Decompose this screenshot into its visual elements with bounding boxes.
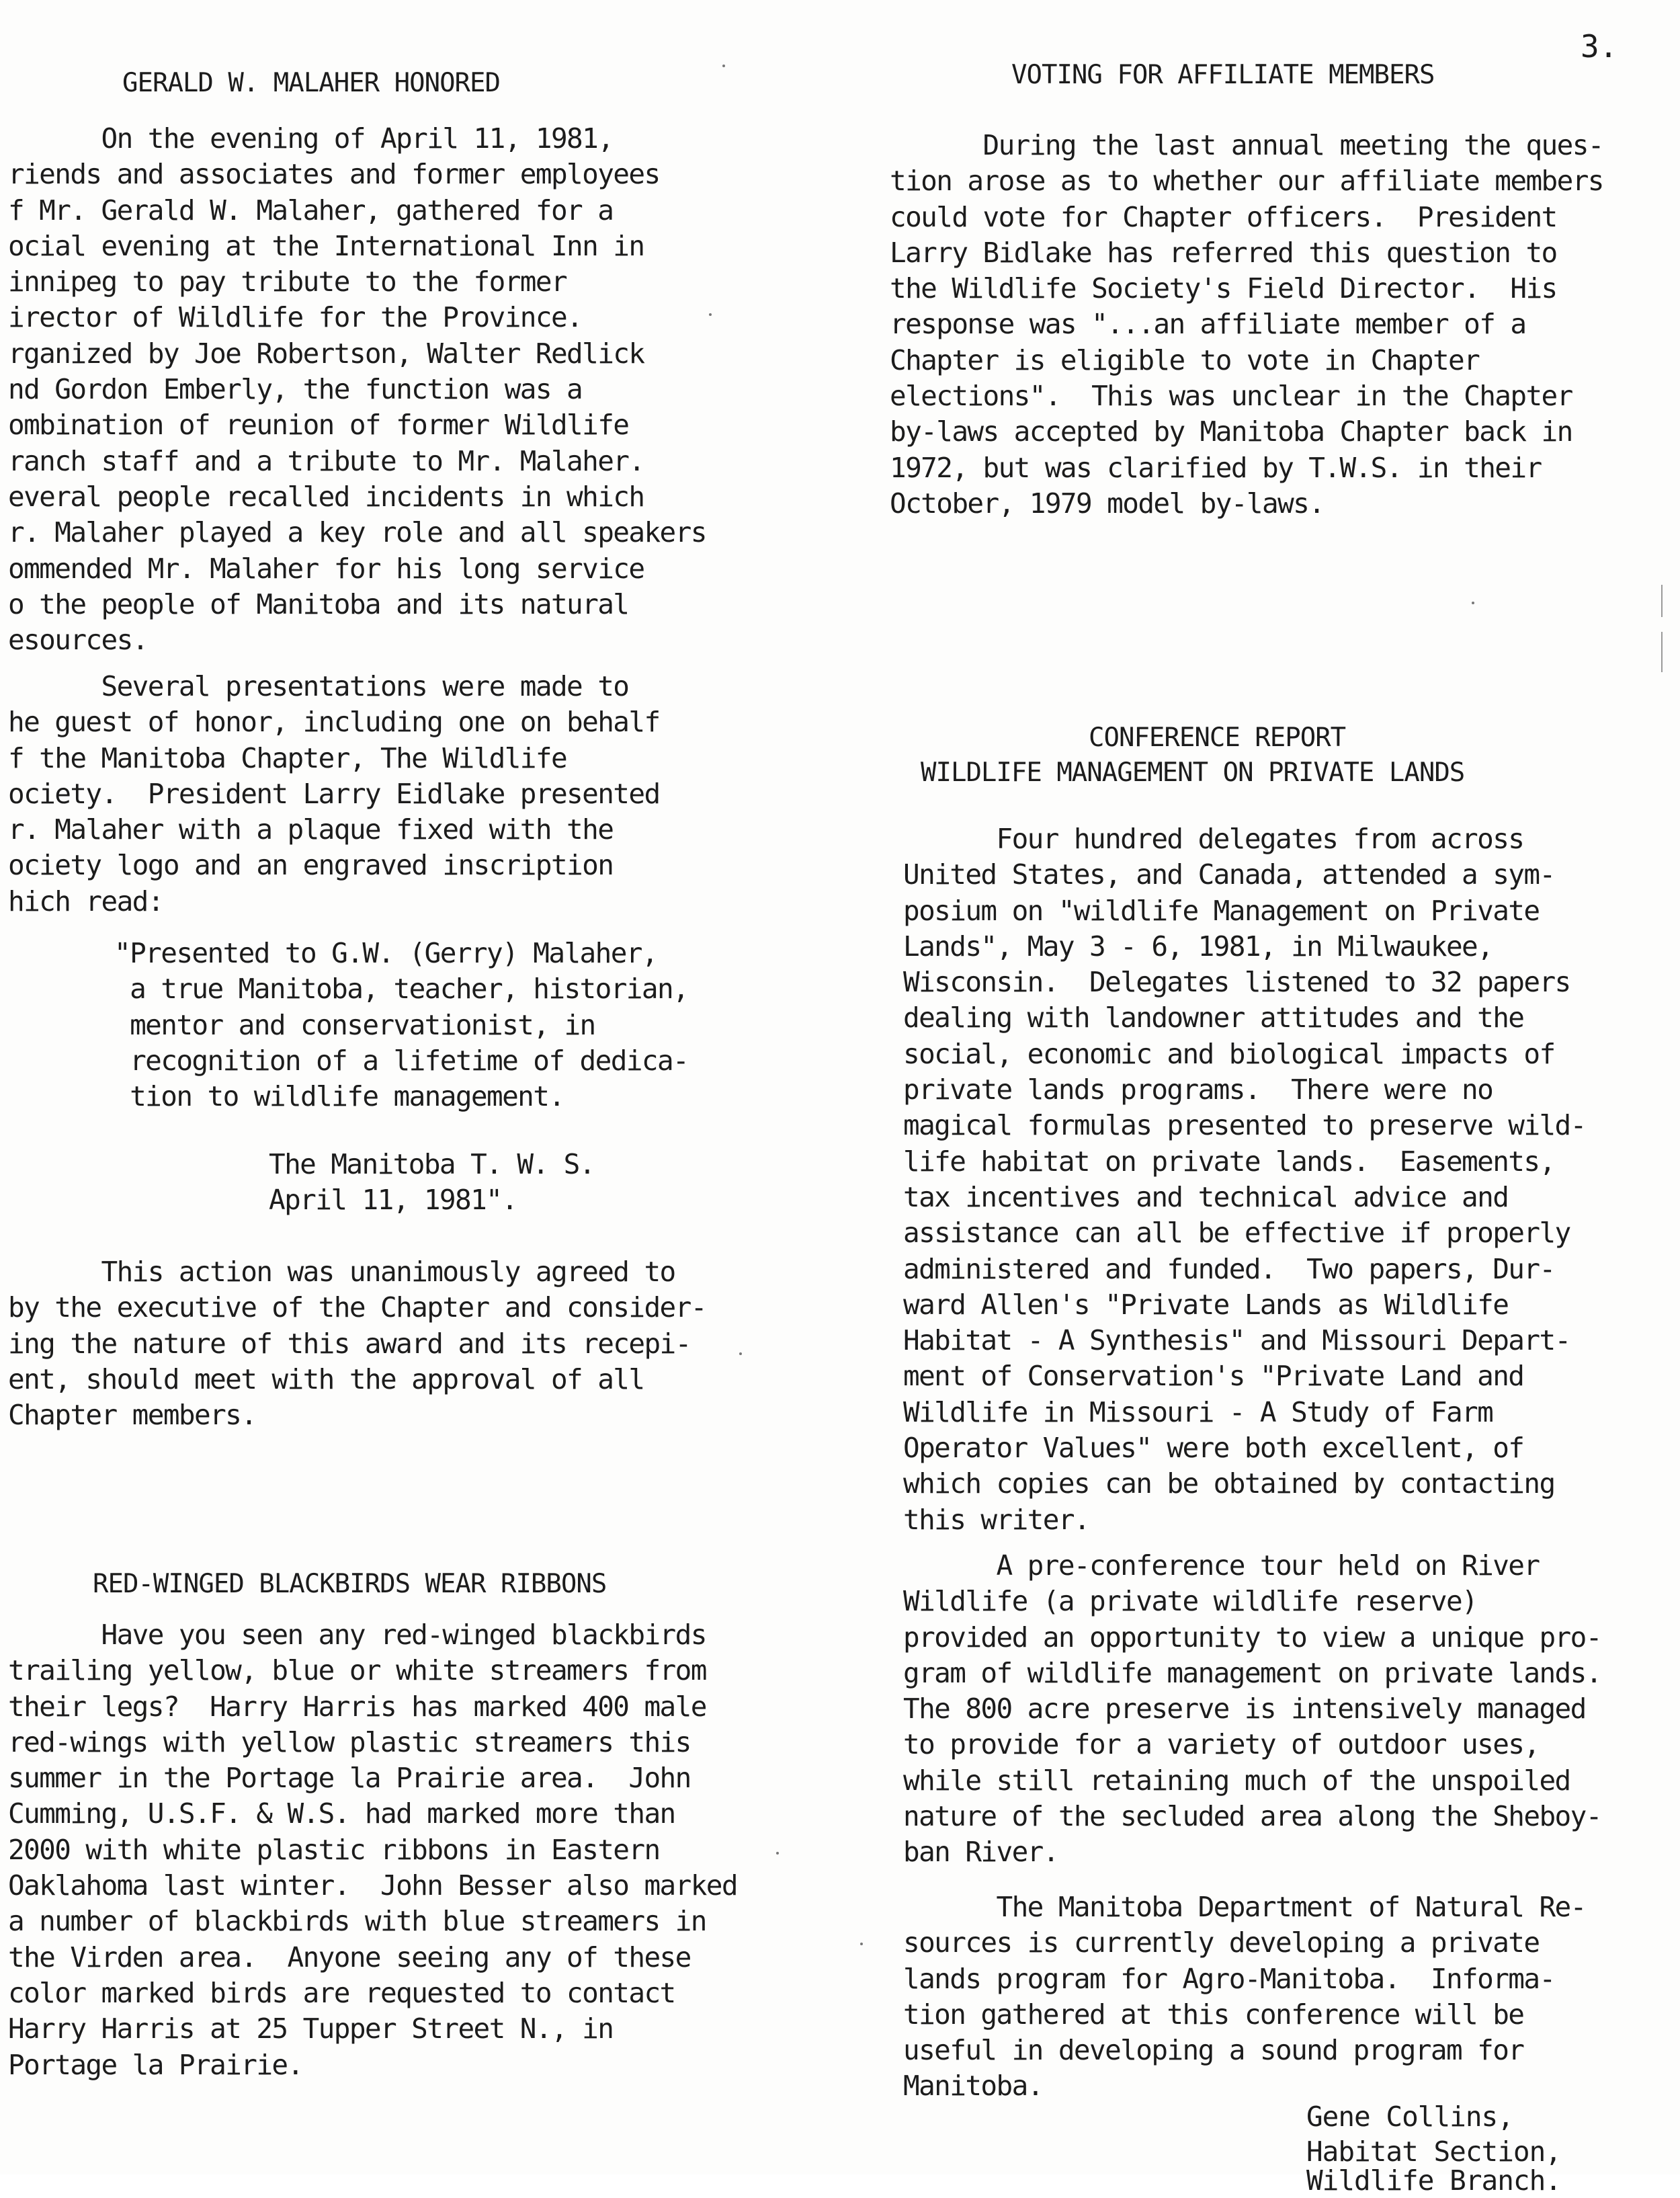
scan-speck [722,65,725,67]
scan-edge-mark [1661,632,1663,672]
author-branch: Wildlife Branch. [1306,2164,1561,2197]
scan-speck [860,1943,863,1945]
voting-paragraph-1: During the last annual meeting the ques- tion arose as to whether our affiliate members could vote for Chapter officers. President Larry Bidlake has referred this question to the Wildlife Society's Field Director. His response was "...an affiliate member of a Chapter is eligible to vote in Chapter elections". This was unclear in the Chapter by-laws accepted by Manitoba Chapter back in 1972, but was clarified by T.W.S. in their October, 1979 model by-laws. [890,129,1603,520]
author-section: Habitat Section, [1306,2135,1561,2168]
conference-paragraph-2: A pre-conference tour held on River Wildlife (a private wildlife reserve) provided an opportunity to view a unique pro- gram of wildlife management on private lands. The 800 acre preserve is intensively managed to provide for a variety of outdoor uses, while still retaining much of the unspoiled nature of the secluded area along the Sheboy- ban River. [903,1549,1601,1869]
article-title-private-lands: WILDLIFE MANAGEMENT ON PRIVATE LANDS [921,758,1465,788]
malaher-plaque-inscription: "Presented to G.W. (Gerry) Malaher, a true Manitoba, teacher, historian, mentor and conservationist, in recognition of a lifetime of dedica- tion to wildlife management. [114,937,689,1113]
conference-report-label: CONFERENCE REPORT [1089,723,1346,753]
scan-speck [776,1852,779,1855]
malaher-paragraph-2: Several presentations were made to he guest of honor, including one on behalf f the Manitoba Chapter, The Wildlife ociety. President Larry Eidlake presented r. Malaher with a plaque fixed with the ociety logo and an engraved inscription hich read: [8,670,660,918]
article-title-blackbirds: RED-WINGED BLACKBIRDS WEAR RIBBONS [93,1569,607,1599]
scan-speck [739,1352,742,1355]
malaher-paragraph-1: On the evening of April 11, 1981, riends and associates and former employees f Mr. Gerald W. Malaher, gathered for a ocial evening at the International Inn in innipeg to pay tribute to the former irector of Wildlife for the Province. rganized by Joe Robertson, Walter Redlick nd Gordon Emberly, the function was a ombination of reunion of former Wildlife ranch staff and a tribute to Mr. Malaher. everal people recalled incidents in which r. Malaher played a key role and all speakers ommended Mr. Malaher for his long service o the people of Manitoba and its natural esources. [8,122,706,657]
blackbirds-paragraph-1: Have you seen any red-winged blackbirds trailing yellow, blue or white streamers from their legs? Harry Harris has marked 400 male red-wings with yellow plastic streamers this summer in the Portage la Prairie area. John Cumming, U.S.F. & W.S. had marked more than 2000 with white plastic ribbons in Eastern Oaklahoma last winter. John Besser also marked a number of blackbirds with blue streamers in the Virden area. Anyone seeing any of these color marked birds are requested to contact Harry Harris at 25 Tupper Street N., in Portage la Prairie. [8,1619,737,2081]
scan-speck [1472,602,1474,604]
article-title-malaher: GERALD W. MALAHER HONORED [122,68,500,98]
conference-paragraph-3: The Manitoba Department of Natural Re- sources is currently developing a private lands program for Agro-Manitoba. Informa- tion gathered at this conference will be useful in developing a sound program for Manitoba. [903,1891,1586,2103]
author-name: Gene Collins, [1306,2101,1513,2133]
page-number: 3. [1581,28,1618,65]
article-title-voting: VOTING FOR AFFILIATE MEMBERS [1011,60,1435,90]
scan-speck [709,313,712,316]
malaher-paragraph-3: This action was unanimously agreed to by the executive of the Chapter and consider- ing the nature of this award and its recepi- ent, should meet with the approval of all Chapter members. [8,1256,706,1432]
malaher-plaque-signature: The Manitoba T. W. S. April 11, 1981". [269,1148,595,1217]
scan-edge-mark [1661,585,1663,617]
conference-paragraph-1: Four hundred delegates from across United States, and Canada, attended a sym- posium on "wildlife Management on Private Lands", May 3 - 6, 1981, in Milwaukee, Wisconsin. Delegates listened to 32 papers dealing with landowner attitudes and the social, economic and biological impacts of private lands programs. There were no magical formulas presented to preserve wild- life habitat on private lands. Easements, tax incentives and technical advice and assistance can all be effective if properly administered and funded. Two papers, Dur- ward Allen's "Private Lands as Wildlife Habitat - A Synthesis" and Missouri Depart- ment of Conservation's "Private Land and Wildlife in Missouri - A Study of Farm Operator Values" were both excellent, of which copies can be obtained by contacting this writer. [903,823,1586,1536]
